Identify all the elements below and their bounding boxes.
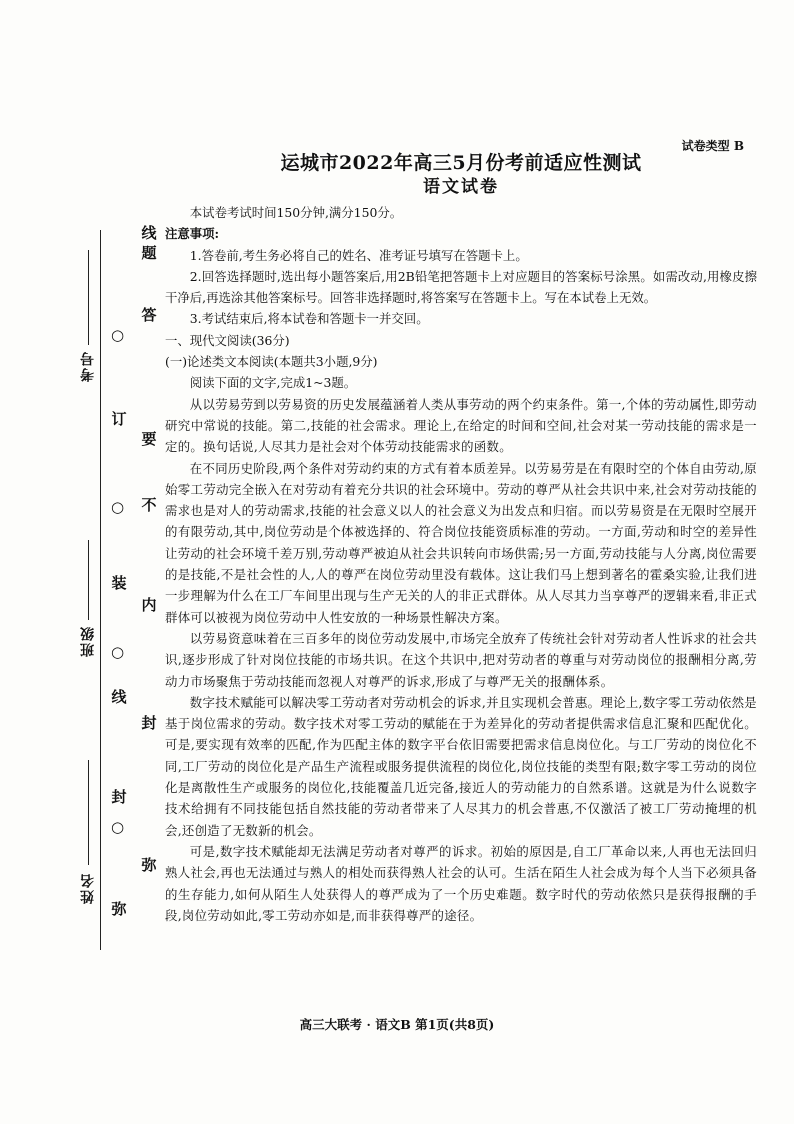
exam-subtitle: 语文试卷 <box>423 177 499 197</box>
name-label: 姓名 <box>80 872 96 904</box>
time-info: 本试卷考试时间150分钟,满分150分。 <box>189 205 403 220</box>
exam-number-blank[interactable] <box>88 250 89 345</box>
seal-char: 弥 <box>141 856 157 874</box>
notes-heading: 注意事项: <box>165 226 220 242</box>
reading-instruction: 阅读下面的文字,完成1~3题。 <box>189 375 357 391</box>
note-item: 2.回答选择题时,选出每小题答案后,用2B铅笔把答题卡上对应题目的答案标号涂黑。如需改动,用橡皮擦干净后,再选涂其他答案标号。回答非选择题时,将答案写在答题卡上。写在本试卷上无效。 <box>165 268 757 306</box>
article-paragraph: 数字技术赋能可以解决零工劳动者对劳动机会的诉求,并且实现机会普惠。理论上,数字零工劳动依然是基于岗位需求的劳动。数字技术对零工劳动的赋能在于为差异化的劳动者提供需求信息汇聚和匹配优化。可是,要实现有效率的匹配,作为匹配主体的数字平台依旧需要把需求信息岗位化。与工厂劳动的岗位化不同,工厂劳动的岗位化是产品生产流程或服务提供流程的岗位化,岗位技能的类型有限;数字零工劳动的岗位化是离散性生产或服务的岗位化,技能覆盖几近完备,接近人的劳动能力的自然系谱。这就是为什么说数字技术给拥有不同技能包括自然技能的劳动者带来了人尽其力的机会普惠,不仅激活了被工厂劳动掩埋的机会,还创造了无数新的机会。 <box>165 694 757 838</box>
seal-char: 题 <box>141 244 157 262</box>
section-heading: 一、现代文阅读(36分) <box>165 332 290 348</box>
seal-char: 要 <box>141 430 157 448</box>
note-item: 3.考试结束后,将本试卷和答题卡一并交回。 <box>189 311 429 327</box>
exam-title: 运城市2022年高三5月份考前适应性测试 <box>280 152 642 174</box>
class-label: 班级 <box>80 625 96 657</box>
article-paragraph: 可是,数字技术赋能却无法满足劳动者对尊严的诉求。初始的原因是,自工厂革命以来,人再也无法回归熟人社会,再也无法通过与熟人的相处而获得熟人社会的认可。生活在陌生人社会成为每个人当下必须具备的生存能力,如何从陌生人处获得人的尊严成为了一个历史难题。数字时代的劳动依然只是获得报酬的手段,岗位劳动如此,零工劳动亦如是,而非获得尊严的途径。 <box>165 843 757 923</box>
seal-char: 内 <box>141 596 157 614</box>
binding-circle: ○ <box>111 326 125 344</box>
class-blank[interactable] <box>88 540 89 620</box>
binding-line <box>100 230 101 950</box>
seal-char: 答 <box>141 306 157 324</box>
seal-char: 线 <box>111 688 127 706</box>
binding-circle: ○ <box>111 498 125 516</box>
binding-circle: ○ <box>111 643 125 661</box>
seal-char: 封 <box>141 714 157 732</box>
main-content <box>165 132 757 926</box>
name-blank[interactable] <box>88 760 89 865</box>
page-footer: 高三大联考 · 语文B 第1页(共8页) <box>299 1017 495 1032</box>
note-item: 1.答卷前,考生务必将自己的姓名、准考证号填写在答题卡上。 <box>189 247 528 263</box>
exam-number-label: 考号 <box>80 350 96 382</box>
article-paragraph: 在不同历史阶段,两个条件对劳动约束的方式有着本质差异。以劳易劳是在有限时空的个体自由劳动,原始零工劳动完全嵌入在对劳动有着充分共识的社会环境中。劳动的尊严从社会共识中来,社会对劳动技能的需求也是对人的劳动需求,技能的社会意义以人的社会意义为出发点和归宿。而以劳易资是在无限时空展开的有限劳动,其中,岗位劳动是个体被选择的、符合岗位技能资质标准的劳动。一方面,劳动和时空的差异性让劳动的社会环境千差万别,劳动尊严被迫从社会共识转向市场供需;另一方面,劳动技能与人分离,岗位需要的是技能,不是社会性的人,人的尊严在岗位劳动里没有载体。这让我们马上想到著名的霍桑实验,让我们进一步理解为什么在工厂车间里出现与生产无关的人的非正式群体。从人尽其力当享尊严的逻辑来看,非正式群体可以被视为岗位劳动中人性安放的一种场景性解决方案。 <box>165 460 757 625</box>
reading-article <box>165 394 757 926</box>
seal-char: 弥 <box>111 900 127 918</box>
sub-section-heading: (一)论述类文本阅读(本题共3小题,9分) <box>165 354 378 370</box>
seal-char: 不 <box>141 496 157 514</box>
seal-char: 装 <box>111 574 127 592</box>
article-paragraph: 从以劳易劳到以劳易资的历史发展蕴涵着人类从事劳动的两个约束条件。第一,个体的劳动属性,即劳动研究中常说的技能。第二,技能的社会需求。理论上,在给定的时间和空间,社会对某一劳动技能的需求是一定的。换句话说,人尽其力是社会对个体劳动技能需求的函数。 <box>165 396 757 455</box>
binding-circle: ○ <box>111 818 125 836</box>
seal-char: 封 <box>111 788 127 806</box>
seal-char: 线 <box>141 224 157 242</box>
article-paragraph: 以劳易资意味着在三百多年的岗位劳动发展中,市场完全放弃了传统社会针对劳动者人性诉求的社会共识,逐步形成了针对岗位技能的市场共识。在这个共识中,把对劳动者的尊重与对劳动岗位的报酬相分离,劳动力市场聚焦于劳动技能而忽视人对尊严的诉求,形成了与尊严无关的报酬体系。 <box>165 630 757 689</box>
paper-type: 试卷类型 B <box>681 139 744 153</box>
seal-char: 订 <box>111 410 127 428</box>
